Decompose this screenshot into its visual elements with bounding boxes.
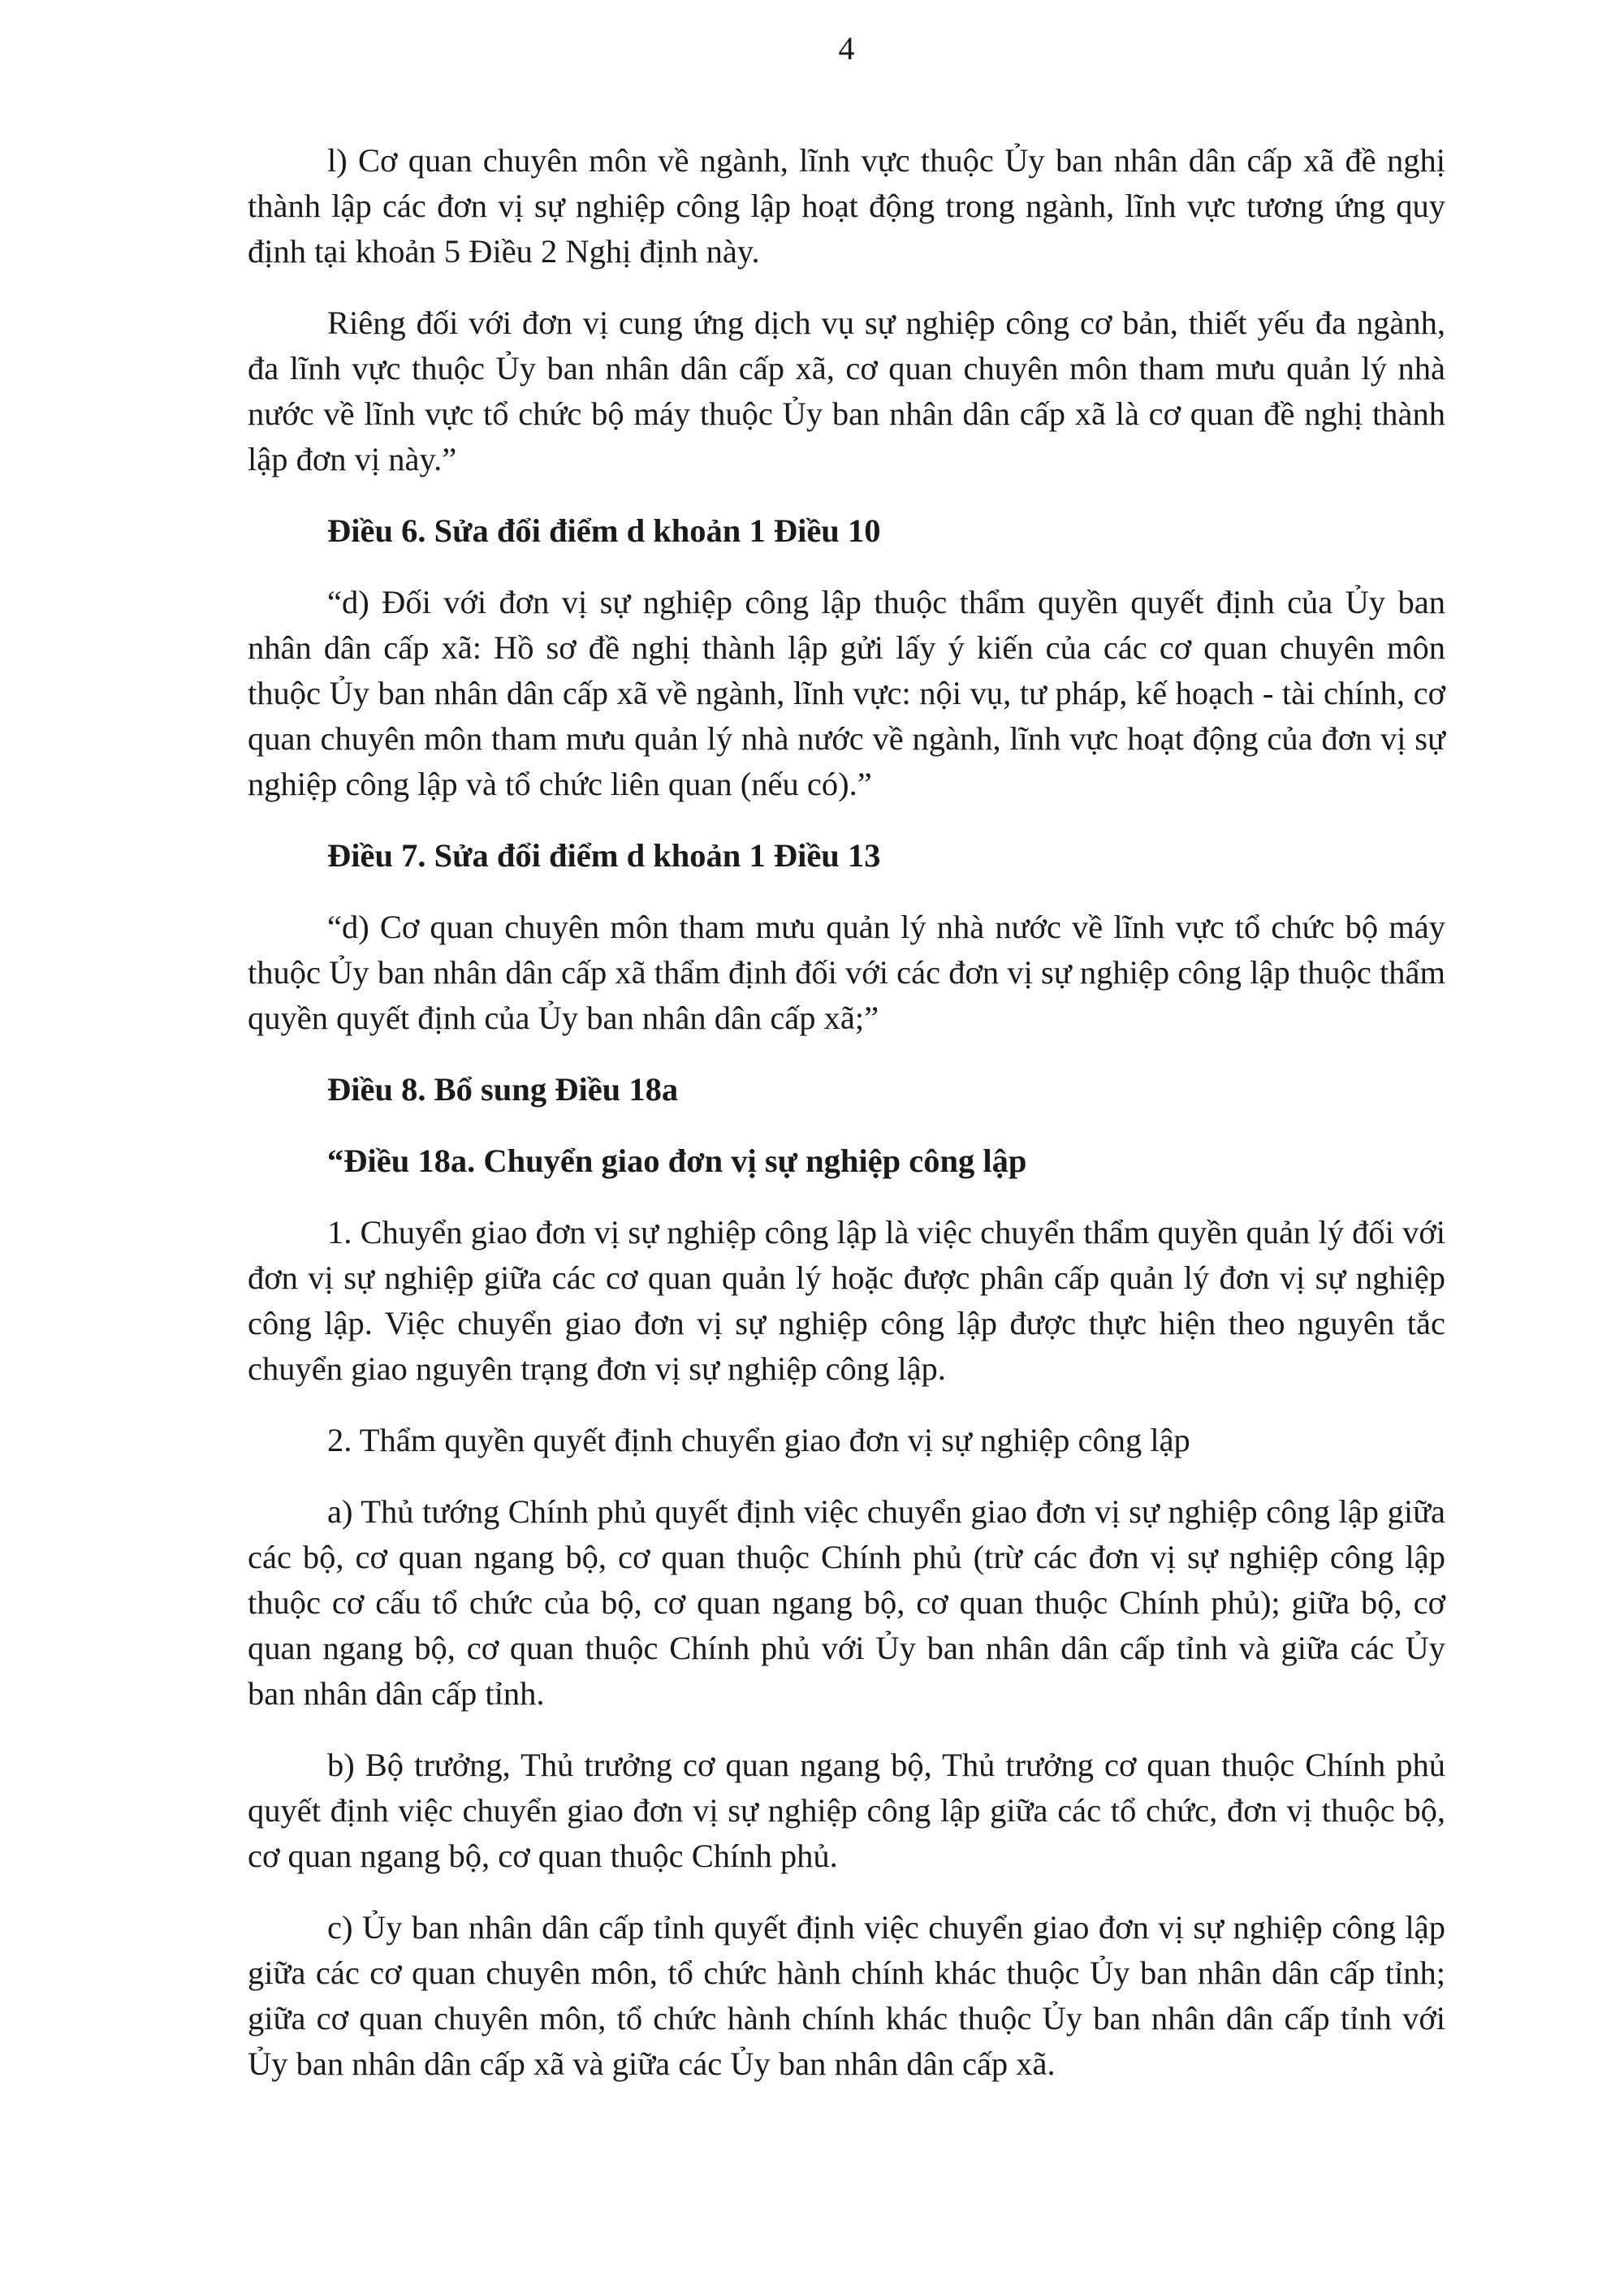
heading-dieu-8: Điều 8. Bổ sung Điều 18a (327, 1071, 679, 1108)
paragraph-diem-c: c) Ủy ban nhân dân cấp tỉnh quyết định việc chuyển giao đơn vị sự nghiệp công lập giữa các cơ quan chuyên môn, tổ chức hành chính khác thuộc Ủy ban nhân dân cấp tỉnh; giữa cơ quan chuyên môn, tổ chức hành chính khác thuộc Ủy ban nhân dân cấp tỉnh với Ủy ban nhân dân cấp xã và giữa các Ủy ban nhân dân cấp xã. (248, 1909, 1445, 2082)
paragraph-rieng-doi-voi: Riêng đối với đơn vị cung ứng dịch vụ sự nghiệp công cơ bản, thiết yếu đa ngành, đa lĩnh vực thuộc Ủy ban nhân dân cấp xã, cơ quan chuyên môn tham mưu quản lý nhà nước về lĩnh vực tổ chức bộ máy thuộc Ủy ban nhân dân cấp xã là cơ quan đề nghị thành lập đơn vị này.” (248, 305, 1445, 477)
document-body (248, 138, 1445, 2113)
paragraph-dieu-7-diem-d: “d) Cơ quan chuyên môn tham mưu quản lý nhà nước về lĩnh vực tổ chức bộ máy thuộc Ủy ban nhân dân cấp xã thẩm định đối với các đơn vị sự nghiệp công lập thuộc thẩm quyền quyết định của Ủy ban nhân dân cấp xã;” (248, 909, 1445, 1036)
page-number: 4 (838, 30, 855, 67)
heading-dieu-18a: “Điều 18a. Chuyển giao đơn vị sự nghiệp công lập (327, 1142, 1027, 1179)
heading-dieu-6: Điều 6. Sửa đổi điểm d khoản 1 Điều 10 (327, 512, 881, 549)
heading-dieu-7: Điều 7. Sửa đổi điểm d khoản 1 Điều 13 (327, 837, 881, 874)
paragraph-dieu-6-diem-d: “d) Đối với đơn vị sự nghiệp công lập thuộc thẩm quyền quyết định của Ủy ban nhân dân cấp xã: Hồ sơ đề nghị thành lập gửi lấy ý kiến của các cơ quan chuyên môn thuộc Ủy ban nhân dân cấp xã về ngành, lĩnh vực: nội vụ, tư pháp, kế hoạch - tài chính, cơ quan chuyên môn tham mưu quản lý nhà nước về ngành, lĩnh vực hoạt động của đơn vị sự nghiệp công lập và tổ chức liên quan (nếu có).” (248, 584, 1445, 802)
paragraph-diem-b: b) Bộ trưởng, Thủ trưởng cơ quan ngang bộ, Thủ trưởng cơ quan thuộc Chính phủ quyết định việc chuyển giao đơn vị sự nghiệp công lập giữa các tổ chức, đơn vị thuộc bộ, cơ quan ngang bộ, cơ quan thuộc Chính phủ. (248, 1747, 1445, 1874)
paragraph-khoan-l: l) Cơ quan chuyên môn về ngành, lĩnh vực thuộc Ủy ban nhân dân cấp xã đề nghị thành lập các đơn vị sự nghiệp công lập hoạt động trong ngành, lĩnh vực tương ứng quy định tại khoản 5 Điều 2 Nghị định này. (248, 142, 1445, 270)
paragraph-khoan-2: 2. Thẩm quyền quyết định chuyển giao đơn vị sự nghiệp công lập (327, 1422, 1190, 1458)
paragraph-diem-a: a) Thủ tướng Chính phủ quyết định việc chuyển giao đơn vị sự nghiệp công lập giữa các bộ, cơ quan ngang bộ, cơ quan thuộc Chính phủ (trừ các đơn vị sự nghiệp công lập thuộc cơ cấu tổ chức của bộ, cơ quan ngang bộ, cơ quan thuộc Chính phủ); giữa bộ, cơ quan ngang bộ, cơ quan thuộc Chính phủ với Ủy ban nhân dân cấp tỉnh và giữa các Ủy ban nhân dân cấp tỉnh. (248, 1493, 1445, 1712)
paragraph-khoan-1: 1. Chuyển giao đơn vị sự nghiệp công lập là việc chuyển thẩm quyền quản lý đối với đơn vị sự nghiệp giữa các cơ quan quản lý hoặc được phân cấp quản lý đơn vị sự nghiệp công lập. Việc chuyển giao đơn vị sự nghiệp công lập được thực hiện theo nguyên tắc chuyển giao nguyên trạng đơn vị sự nghiệp công lập. (248, 1214, 1445, 1387)
